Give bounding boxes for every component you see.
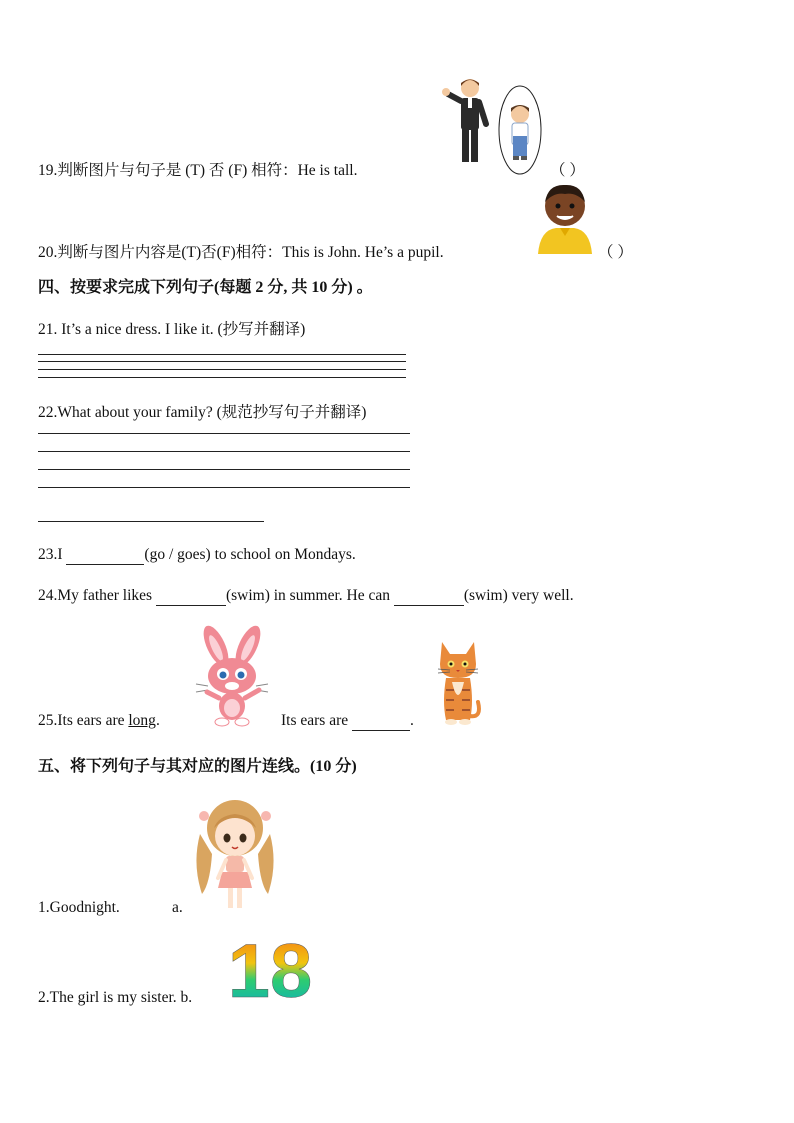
- writing-line[interactable]: [38, 433, 410, 434]
- match-letter-a: a.: [172, 899, 183, 916]
- answer-blank-24a[interactable]: [156, 587, 226, 606]
- question-25-prefix: 25.Its ears are: [38, 712, 129, 729]
- answer-blank-23[interactable]: [66, 546, 144, 565]
- question-21: 21. It’s a nice dress. I like it. (抄写并翻译): [38, 321, 306, 338]
- rabbit-picture: [192, 626, 272, 728]
- question-22: 22.What about your family? (规范抄写句子并翻译): [38, 404, 367, 421]
- question-23-suffix: (go / goes) to school on Mondays.: [144, 546, 356, 563]
- cat-picture: [434, 638, 482, 728]
- question-19: 19.判断图片与句子是 (T) 否 (F) 相符：He is tall.: [38, 162, 358, 179]
- question-23-prefix: 23.I: [38, 546, 67, 563]
- number-18-text: 18: [227, 929, 313, 1014]
- writing-line[interactable]: [38, 377, 406, 378]
- girl-picture: [192, 794, 278, 914]
- writing-line[interactable]: [38, 521, 264, 522]
- question-24-middle: (swim) in summer. He can: [225, 587, 394, 604]
- answer-blank-25[interactable]: [352, 712, 410, 731]
- question-23: [38, 546, 356, 565]
- writing-line[interactable]: [38, 469, 410, 470]
- question-24: [38, 587, 574, 606]
- writing-line[interactable]: [38, 369, 406, 370]
- boy-john-picture: [536, 182, 594, 254]
- answer-blank-24b[interactable]: [394, 587, 464, 606]
- question-25-dot1: .: [155, 712, 160, 729]
- section-5-title: 五、将下列句子与其对应的图片连线。(10 分): [38, 758, 357, 775]
- section-4-title: 四、按要求完成下列句子(每题 2 分, 共 10 分) 。: [38, 279, 373, 296]
- match-sentence-2: 2.The girl is my sister. b.: [38, 989, 193, 1006]
- writing-line[interactable]: [38, 451, 410, 452]
- writing-line[interactable]: [38, 487, 410, 488]
- question-25-example-answer: long: [128, 712, 156, 729]
- question-25-part2-text: Its ears are: [281, 712, 352, 729]
- match-sentence-1: 1.Goodnight.: [38, 899, 120, 916]
- question-25-part1: [38, 712, 160, 730]
- answer-parentheses-19[interactable]: （ ）: [550, 162, 585, 179]
- answer-parentheses-20[interactable]: （ ）: [598, 244, 633, 261]
- man-and-boy-picture: [440, 76, 545, 176]
- question-20: 20.判断与图片内容是(T)否(F)相符：This is John. He’s a pupil.: [38, 244, 444, 261]
- writing-line[interactable]: [38, 361, 406, 362]
- writing-line[interactable]: [38, 354, 406, 355]
- question-25-dot2: .: [410, 712, 414, 729]
- question-25-part2: [281, 712, 414, 731]
- number-18-picture: [227, 929, 313, 1014]
- question-24-prefix: 24.My father likes: [38, 587, 156, 604]
- question-24-suffix: (swim) very well.: [463, 587, 574, 604]
